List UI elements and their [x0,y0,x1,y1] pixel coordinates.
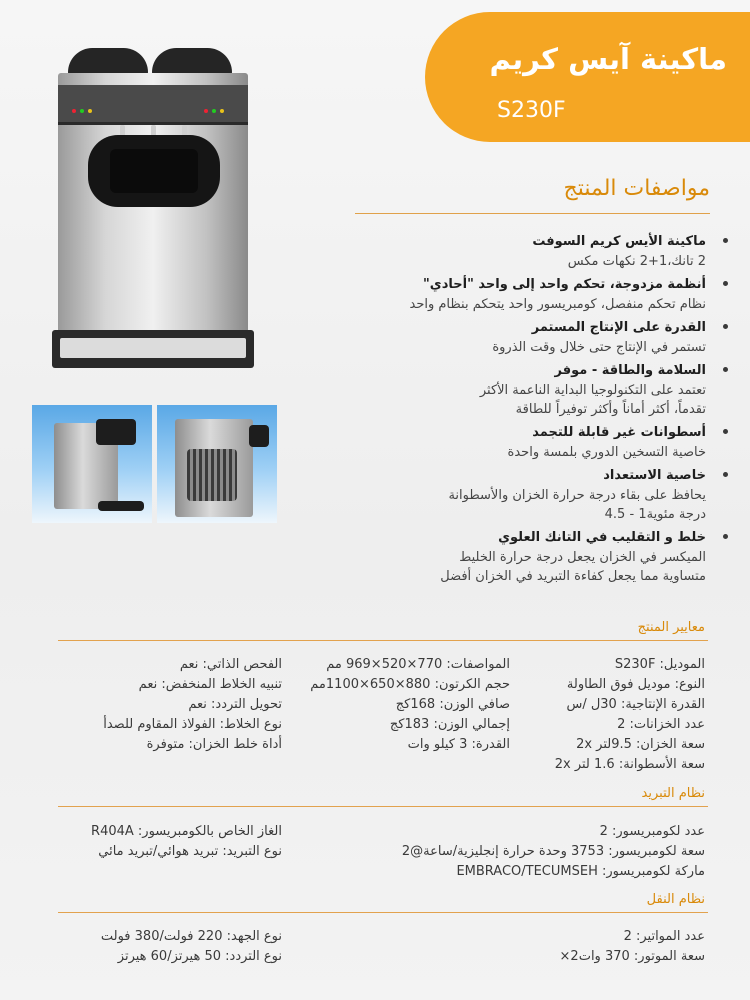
cooling-column-right: عدد لكومبريسور: 2 سعة لكومبريسور: 3753 وحدة حرارة إنجليزية/ساعة@2 ماركة لكومبريسور: EMBRACO/TECUMSEH [401,824,705,879]
standards-column-3: الفحص الذاتي: نعم تنبيه الخلاط المنخفض: نعم تحويل التردد: نعم نوع الخلاط: الفولاذ المقاوم للصدأ أداة خلط الخزان: متوفرة [103,657,282,752]
bullet-dot-icon [723,367,728,372]
feature-item: أنظمة مزدوجة، تحكم واحد إلى واحد "أحادي" نظام تحكم منفصل، كومبريسور واحد يتحكم بنظام واحد [286,275,706,314]
bullet-dot-icon [723,324,728,329]
feature-list [286,232,706,590]
title-banner [425,12,750,142]
bullet-dot-icon [723,534,728,539]
bullet-dot-icon [723,429,728,434]
feature-item: أسطوانات غير قابلة للتجمد خاصية التسخين الدوري بلمسة واحدة [286,423,706,462]
dispense-head [88,135,220,207]
feature-item: القدرة على الإنتاج المستمر تستمر في الإنتاج حتى خلال وقت الذروة [286,318,706,357]
feature-item: خاصية الاستعداد يحافظ على بقاء درجة حرارة الخزان والأسطوانة درجة مئوية1 - 4.5 [286,466,706,524]
bullet-dot-icon [723,281,728,286]
bullet-dot-icon [723,472,728,477]
transmission-title: نظام النقل [646,892,705,907]
feature-item: ماكينة الأيس كريم السوفت 2 تانك،1+2 نكهات مكس [286,232,706,271]
drip-tray [52,330,254,368]
page-title: ماكينة آيس كريم [489,42,727,76]
machine-photo-side [157,405,277,523]
machine-photo-front [32,405,152,523]
machine-body [58,73,248,358]
specs-heading: مواصفات المنتج [563,176,710,201]
model-number: S230F [497,98,566,123]
cooling-title: نظام التبريد [641,786,705,801]
hopper-lid-right [152,48,232,76]
transmission-divider [58,912,708,913]
transmission-column-left: نوع الجهد: 220 فولت/380 فولت نوع التردد: 50 هيرتز/60 هيرتز [100,929,282,964]
control-panel [58,85,248,125]
standards-title: معايير المنتج [637,620,705,635]
cooling-column-left: الغاز الخاص بالكومبريسور: R404A نوع التبريد: تبريد هوائي/تبريد مائي [91,824,282,859]
bullet-dot-icon [723,238,728,243]
hopper-lid-left [68,48,148,76]
cooling-divider [58,806,708,807]
standards-column-2: المواصفات: 770×520×969 مم حجم الكرتون: 880×650×1100مم صافي الوزن: 168كج إجمالي الوزن: 183كج القدرة: 3 كيلو وات [310,657,510,752]
standards-column-1: الموديل: S230F النوع: موديل فوق الطاولة القدرة الإنتاجية: 30ل /س عدد الخزانات: 2 سعة الخزان: 9.5لتر 2x سعة الأسطوانة: 1.6 لتر 2x [554,657,705,772]
feature-item: السلامة والطاقة - موفر تعتمد على التكنولوجيا البداية الناعمة الأكثر تقدماً، أكثر أماناً وأكثر توفيراً للطاقة [286,361,706,419]
transmission-column-right: عدد المواتير: 2 سعة الموتور: 370 وات2× [559,929,705,964]
machine-main-image [52,48,254,373]
specs-divider [355,213,710,214]
feature-item: خلط و التقليب في التانك العلوي الميكسر في الخزان يجعل درجة حرارة الخليط متساوية مما يجعل كفاءة التبريد في الخزان أفضل [286,528,706,586]
standards-divider [58,640,708,641]
